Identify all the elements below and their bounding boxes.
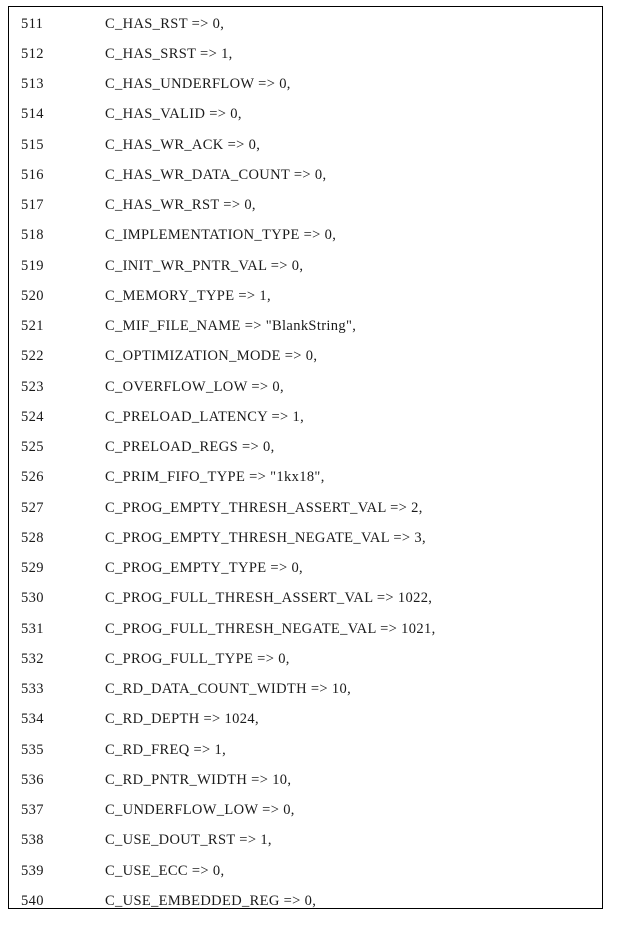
line-number: 514	[21, 106, 44, 123]
code-line	[9, 160, 602, 190]
code-line	[9, 281, 602, 311]
line-number: 530	[21, 590, 44, 607]
line-number: 517	[21, 197, 44, 214]
line-number: 512	[21, 45, 44, 62]
code-line	[9, 705, 602, 735]
line-text: C_HAS_VALID => 0,	[105, 106, 242, 123]
code-line	[9, 584, 602, 614]
line-number: 520	[21, 287, 44, 304]
line-number: 534	[21, 711, 44, 728]
code-line	[9, 221, 602, 251]
line-number: 528	[21, 529, 44, 546]
line-number: 526	[21, 469, 44, 486]
line-text: C_OVERFLOW_LOW => 0,	[105, 378, 284, 395]
code-line	[9, 433, 602, 463]
line-number: 527	[21, 499, 44, 516]
code-line	[9, 100, 602, 130]
code-line	[9, 402, 602, 432]
code-line	[9, 191, 602, 221]
line-text: C_UNDERFLOW_LOW => 0,	[105, 802, 295, 819]
line-text: C_USE_ECC => 0,	[105, 862, 225, 879]
line-number: 533	[21, 681, 44, 698]
code-line	[9, 735, 602, 765]
line-number: 519	[21, 257, 44, 274]
line-text: C_PRIM_FIFO_TYPE => "1kx18",	[105, 469, 325, 486]
code-line	[9, 463, 602, 493]
line-text: C_IMPLEMENTATION_TYPE => 0,	[105, 227, 337, 244]
code-line	[9, 39, 602, 69]
code-line	[9, 493, 602, 523]
line-number: 540	[21, 892, 44, 909]
line-text: C_HAS_WR_DATA_COUNT => 0,	[105, 166, 327, 183]
code-line	[9, 765, 602, 795]
line-text: C_RD_DATA_COUNT_WIDTH => 10,	[105, 681, 352, 698]
line-number: 531	[21, 620, 44, 637]
code-line	[9, 826, 602, 856]
code-line	[9, 886, 602, 916]
code-line	[9, 251, 602, 281]
line-text: C_MEMORY_TYPE => 1,	[105, 287, 272, 304]
line-text: C_PROG_EMPTY_THRESH_ASSERT_VAL => 2,	[105, 499, 423, 516]
code-line	[9, 614, 602, 644]
line-text: C_HAS_UNDERFLOW => 0,	[105, 76, 291, 93]
line-number: 525	[21, 439, 44, 456]
line-number: 538	[21, 832, 44, 849]
code-line	[9, 644, 602, 674]
code-line	[9, 554, 602, 584]
line-number: 524	[21, 408, 44, 425]
code-line	[9, 796, 602, 826]
line-text: C_RD_FREQ => 1,	[105, 741, 227, 758]
code-lines	[9, 9, 602, 917]
line-text: C_PRELOAD_REGS => 0,	[105, 439, 275, 456]
code-line	[9, 312, 602, 342]
code-line	[9, 523, 602, 553]
line-number: 523	[21, 378, 44, 395]
code-line	[9, 342, 602, 372]
line-text: C_RD_DEPTH => 1024,	[105, 711, 259, 728]
line-text: C_INIT_WR_PNTR_VAL => 0,	[105, 257, 304, 274]
line-text: C_PROG_EMPTY_TYPE => 0,	[105, 560, 304, 577]
line-text: C_HAS_RST => 0,	[105, 15, 225, 32]
line-number: 529	[21, 560, 44, 577]
line-number: 511	[21, 15, 44, 32]
line-number: 535	[21, 741, 44, 758]
code-listing-box	[8, 6, 603, 909]
line-number: 536	[21, 771, 44, 788]
line-text: C_MIF_FILE_NAME => "BlankString",	[105, 318, 357, 335]
code-line	[9, 70, 602, 100]
line-text: C_PROG_FULL_THRESH_ASSERT_VAL => 1022,	[105, 590, 433, 607]
code-line	[9, 130, 602, 160]
line-number: 539	[21, 862, 44, 879]
line-text: C_PRELOAD_LATENCY => 1,	[105, 408, 305, 425]
code-line	[9, 372, 602, 402]
line-number: 516	[21, 166, 44, 183]
line-number: 513	[21, 76, 44, 93]
line-text: C_PROG_FULL_TYPE => 0,	[105, 650, 290, 667]
line-text: C_HAS_WR_ACK => 0,	[105, 136, 261, 153]
line-text: C_HAS_WR_RST => 0,	[105, 197, 256, 214]
line-text: C_USE_DOUT_RST => 1,	[105, 832, 272, 849]
line-number: 518	[21, 227, 44, 244]
line-text: C_HAS_SRST => 1,	[105, 45, 233, 62]
line-number: 515	[21, 136, 44, 153]
line-text: C_OPTIMIZATION_MODE => 0,	[105, 348, 318, 365]
code-line	[9, 856, 602, 886]
code-line	[9, 9, 602, 39]
line-text: C_PROG_FULL_THRESH_NEGATE_VAL => 1021,	[105, 620, 436, 637]
line-text: C_USE_EMBEDDED_REG => 0,	[105, 892, 317, 909]
line-number: 532	[21, 650, 44, 667]
line-text: C_RD_PNTR_WIDTH => 10,	[105, 771, 292, 788]
line-number: 521	[21, 318, 44, 335]
line-text: C_PROG_EMPTY_THRESH_NEGATE_VAL => 3,	[105, 529, 426, 546]
line-number: 537	[21, 802, 44, 819]
code-line	[9, 675, 602, 705]
line-number: 522	[21, 348, 44, 365]
